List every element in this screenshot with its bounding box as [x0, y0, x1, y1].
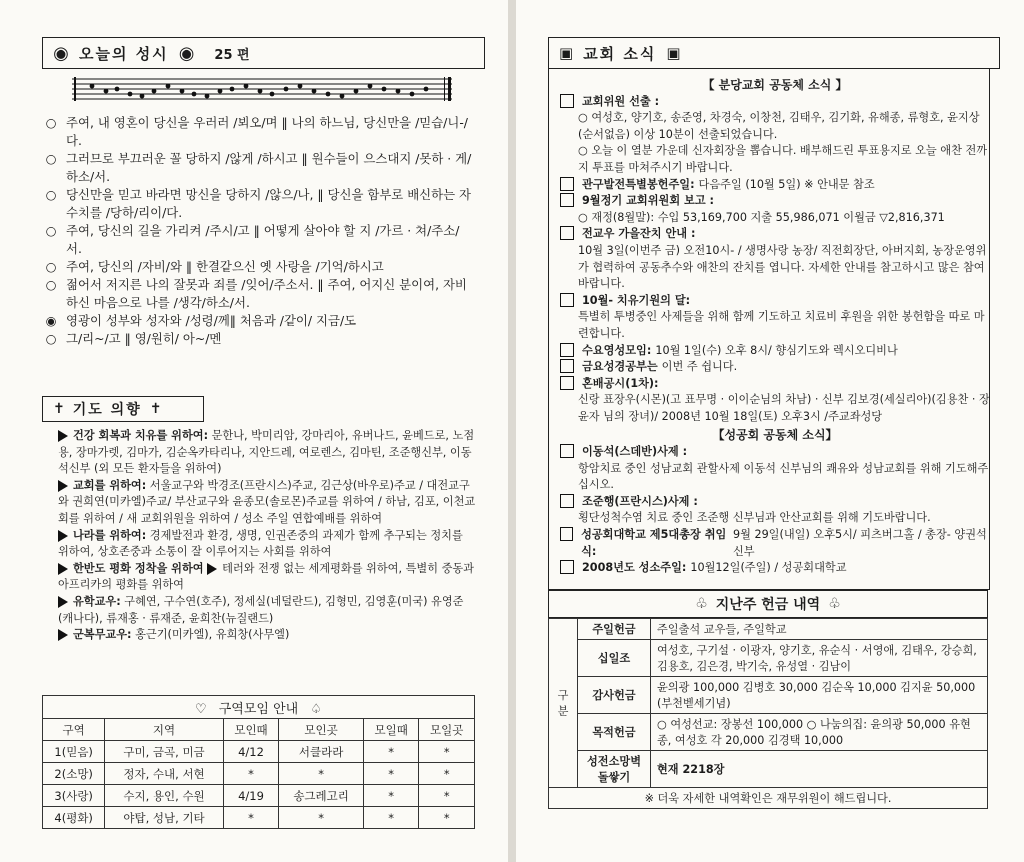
news-item	[560, 193, 990, 226]
cell: 4/19	[223, 785, 279, 807]
col-district: 구역	[43, 719, 105, 741]
bullet-icon: ○	[45, 151, 57, 166]
bullet-icon: ◉	[45, 313, 57, 328]
bullet-icon: ○	[45, 331, 57, 346]
bullet-icon: ○	[45, 187, 57, 202]
news-line: ○ 재정(8월말): 수입 53,169,700 지출 55,986,071 이월금 ▽2,816,371	[578, 210, 945, 224]
checkbox-icon	[560, 494, 574, 508]
cell: *	[279, 763, 364, 785]
prayer-item-text: 홍근기(미카엘), 유희창(사무엘)	[135, 628, 290, 642]
prayer-item-title: 나라를 위하여:	[73, 528, 147, 542]
section-title: 【성공회 공동체 소식】	[712, 428, 838, 443]
footer-note: ※ 더욱 자세한 내역확인은 재무위원이 해드립니다.	[549, 788, 988, 809]
cell: *	[419, 741, 475, 763]
col-meet-when: 모일때	[363, 719, 419, 741]
offering-label: 목적헌금	[578, 714, 651, 751]
table-row	[549, 751, 988, 788]
news-item-title: 교회위원 선출 :	[582, 94, 660, 108]
news-header	[548, 37, 1000, 69]
cell: 정자, 수내, 서현	[105, 763, 223, 785]
news-line: 다음주일 (10월 5일) ※ 안내문 참조	[698, 177, 875, 191]
cell: *	[279, 807, 364, 829]
news-item-title: 혼배공시(1차):	[582, 376, 659, 390]
psalm-text: 주여, 당신의 /자비/와 ‖ 한결같으신 옛 사랑을 /기억/하시고	[66, 259, 384, 274]
news-item-title: 성공회대학교 제5대총장 취임식:	[581, 528, 727, 558]
offering-side-label: 구분	[549, 619, 578, 788]
news-line: 이번 주 쉽니다.	[661, 360, 738, 374]
psalm-header	[42, 37, 485, 69]
spade-icon: ♤	[310, 701, 323, 717]
prayer-header	[42, 396, 204, 422]
triangle-icon	[58, 629, 68, 641]
cell: *	[419, 785, 475, 807]
checkbox-icon	[560, 560, 574, 574]
psalm-title: 오늘의 성시	[79, 44, 169, 63]
left-page	[0, 0, 508, 862]
prayer-item-title: 유학교우:	[73, 594, 121, 608]
news-left-icon: ▣	[559, 44, 574, 62]
col-met-when: 모인때	[223, 719, 279, 741]
triangle-icon	[58, 480, 68, 492]
offering-value: ○ 여성선교: 장봉선 100,000 ○ 나눔의집: 윤의광 50,000 유현종, 여성호 각 20,000 김경택 10,000	[651, 714, 988, 751]
checkbox-icon	[560, 343, 574, 357]
cell: *	[363, 807, 419, 829]
news-item	[560, 494, 990, 527]
cell: 송그레고리	[279, 785, 364, 807]
notes	[90, 84, 429, 99]
offering-section	[548, 590, 988, 809]
offering-label: 주일헌금	[578, 619, 651, 640]
right-page	[516, 0, 1024, 862]
table-row	[43, 741, 475, 763]
news-item	[560, 177, 990, 194]
table-row	[549, 619, 988, 640]
psalm-line	[44, 312, 474, 330]
prayer-item	[58, 594, 476, 627]
table-row	[43, 785, 475, 807]
meeting-table-wrap	[42, 695, 475, 829]
news-line: 횡단성척수염 치료 중인 조준행 신부님과 안산교회를 위해 기도바랍니다.	[578, 511, 931, 525]
news-content	[560, 75, 990, 577]
offering-value: 여성호, 구기설 · 이광자, 양기호, 유순식 · 서영애, 김태우, 강승희, 김용호, 김은경, 박기숙, 유성열 · 김남이	[651, 640, 988, 677]
cell: *	[363, 785, 419, 807]
triangle-icon	[207, 563, 217, 575]
cell: 수지, 용인, 수원	[105, 785, 223, 807]
prayer-item-text: 문한나, 박미리암, 강마리아, 유버나드, 윤베드로, 노점용, 장마가렛, 김마가, 김순옥카타리나, 지안드레, 여로렌스, 김마틴, 조준행신부, 이동석신부 (외 모든 환자들을 위하여)	[58, 429, 475, 476]
meeting-header	[43, 696, 475, 719]
col-region: 지역	[105, 719, 223, 741]
checkbox-icon	[560, 376, 574, 390]
psalm-text: 그/리~/고 ‖ 영/원히/ 아~/멘	[66, 331, 222, 346]
cell: *	[419, 763, 475, 785]
offering-label: 감사헌금	[578, 677, 651, 714]
table-row	[549, 788, 988, 809]
cell: 3(사랑)	[43, 785, 105, 807]
checkbox-icon	[560, 177, 574, 191]
offering-header	[548, 590, 988, 618]
psalm-text: 젊어서 저지른 나의 잘못과 죄를 /잊어/주소서. ‖ 주여, 어지신 분이여, 자비하신 마음으로 나를 /생각/하소/서.	[66, 277, 467, 310]
prayer-item	[58, 428, 476, 478]
news-item-title: 9월정기 교회위원회 보고 :	[582, 194, 715, 208]
news-item	[560, 527, 990, 560]
psalm-line	[44, 150, 474, 186]
prayer-item	[58, 528, 476, 561]
prayer-item-title: 건강 회복과 치유를 위하여:	[73, 429, 209, 442]
news-title: 교회 소식	[583, 44, 657, 63]
news-line: 신랑 표장우(시몬)(고 표무명 · 이이순님의 차남) · 신부 김보경(세실리아)(김용찬 · 장윤자 님의 장녀)/ 2008년 10월 18일(토) 오후3시 /주교좌성당	[578, 393, 990, 423]
cross-icon-left: ✝	[53, 401, 65, 417]
prayer-item-text: 경제발전과 환경, 생명, 인권존중의 과제가 함께 추구되는 정치를 위하여, 상호존중과 소통이 잘 이루어지는 사회를 위하여	[58, 528, 463, 559]
table-row	[549, 677, 988, 714]
psalm-text: 주여, 당신의 길을 가리켜 /주시/고 ‖ 어떻게 살아야 할 지 /가르 · 쳐/주소/서.	[66, 223, 460, 256]
cross-icon-right: ✝	[149, 401, 162, 417]
news-item-title: 조준행(프란시스)사제 :	[582, 494, 698, 508]
table-row	[43, 763, 475, 785]
prayer-item-text: 테러와 전쟁 없는 세계평화를 위하여, 특별히 중동과 아프리카의 평화를 위하여	[58, 561, 474, 592]
news-line: 9월 29일(내일) 오후5시/ 피츠버그홀 / 총장- 양권석 신부	[732, 528, 987, 558]
offering-value: 윤의광 100,000 김병호 30,000 김순옥 10,000 김지윤 50,000 (부천벧세기념)	[651, 677, 988, 714]
triangle-icon	[58, 530, 68, 542]
news-item-title: 2008년도 성소주일:	[582, 561, 687, 575]
bullet-icon: ○	[45, 223, 57, 238]
section-title: 【 분당교회 공동체 소식 】	[702, 78, 848, 92]
psalm-line	[44, 276, 474, 312]
psalm-line	[44, 186, 474, 222]
news-item	[560, 444, 990, 494]
checkbox-icon	[560, 94, 574, 108]
cell: 야탑, 성남, 기타	[105, 807, 223, 829]
triangle-icon	[58, 563, 68, 575]
news-line: ○ 오늘 이 열분 가운데 신자회장을 뽑습니다. 배부해드린 투표용지로 오늘 애찬 전까지 투표를 마쳐주시기 바랍니다.	[578, 144, 988, 174]
meeting-title: 구역모임 안내	[218, 701, 299, 717]
news-item	[560, 376, 990, 426]
table-row	[549, 714, 988, 751]
prayer-item	[58, 478, 476, 528]
cell: 2(소망)	[43, 763, 105, 785]
prayer-title: 기도 의향	[72, 402, 142, 418]
news-line: 10월 1일(수) 오후 8시/ 향심기도와 렉시오디비나	[655, 343, 898, 357]
cell: *	[223, 763, 279, 785]
cell: 4/12	[223, 741, 279, 763]
checkbox-icon	[560, 293, 574, 307]
news-item	[560, 359, 990, 376]
offering-value: 주일출석 교우들, 주일학교	[651, 619, 988, 640]
col-met-where: 모인곳	[279, 719, 364, 741]
cell: *	[223, 807, 279, 829]
club-icon-left: ♧	[695, 596, 708, 612]
news-line: 특별히 투병중인 사제들을 위해 함께 기도하고 치료비 후원을 위한 봉헌함을 따로 마련합니다.	[578, 310, 985, 340]
cell: 1(믿음)	[43, 741, 105, 763]
psalm-text: 그러므로 부끄러운 꼴 당하지 /않게 /하시고 ‖ 원수들이 으스대지 /못하 · 게/하소/서.	[66, 151, 472, 184]
cell: 서클라라	[279, 741, 364, 763]
psalm-line	[44, 114, 474, 150]
news-item-title: 전교우 가을잔치 안내 :	[582, 227, 696, 241]
news-item-title: 관구발전특별봉헌주일:	[582, 177, 695, 191]
prayer-item-text: 구혜연, 구수연(호주), 정세실(네덜란드), 김형민, 김영훈(미국) 유영준(캐나다), 류재홍 · 류재준, 윤희찬(뉴질랜드)	[58, 594, 464, 625]
offering-table	[548, 618, 988, 809]
news-item	[560, 94, 990, 177]
table-row	[549, 640, 988, 677]
prayer-item	[58, 627, 476, 644]
news-right-icon: ▣	[666, 44, 681, 62]
news-item-title: 이동석(스데반)사제 :	[582, 445, 688, 459]
cell: 구미, 금곡, 미금	[105, 741, 223, 763]
psalm-text: 주여, 내 영혼이 당신을 우러러 /뵈오/며 ‖ 나의 하느님, 당신만을 /믿습/니-/다.	[66, 115, 468, 148]
prayer-item-title: 한반도 평화 정착을 위하여	[73, 561, 204, 575]
psalm-left-icon: ◉	[53, 42, 69, 64]
offering-value: 현재 2218장	[651, 751, 988, 788]
offering-label: 십일조	[578, 640, 651, 677]
news-item	[560, 226, 990, 292]
psalm-line	[44, 222, 474, 258]
checkbox-icon	[560, 444, 574, 458]
news-item-title: 금요성경공부는	[582, 360, 658, 374]
news-line: 10월 3일(이번주 금) 오전10시- / 생명사랑 농장/ 직전회장단, 아버지회, 농장운영위가 협력하여 공동추수와 애찬의 잔치를 엽니다. 자세한 안내를 참고하시고 많은 참여 바랍니다.	[578, 243, 987, 291]
offering-title: 지난주 헌금 내역	[715, 597, 821, 613]
checkbox-icon	[560, 359, 574, 373]
club-icon-right: ♧	[828, 596, 841, 612]
checkbox-icon	[560, 226, 574, 240]
cell: *	[419, 807, 475, 829]
prayer-item-title: 군복무교우:	[73, 628, 132, 642]
news-item-title: 10월- 치유기원의 달:	[582, 293, 691, 307]
psalm-right-icon: ◉	[178, 42, 195, 64]
cell: *	[363, 741, 419, 763]
offering-label: 성전소망벽돌쌓기	[578, 751, 651, 788]
table-row	[43, 807, 475, 829]
col-meet-where: 모일곳	[419, 719, 475, 741]
psalm-number: 25 편	[214, 47, 250, 63]
music-staff-image	[72, 73, 452, 107]
news-item	[560, 560, 990, 577]
news-line: 항암치료 중인 성남교회 관할사제 이동석 신부님의 쾌유와 성남교회를 위해 기도해주십시오.	[578, 461, 989, 492]
heart-icon: ♡	[194, 701, 207, 717]
news-item-title: 수요영성모임:	[582, 343, 652, 357]
cell: *	[363, 763, 419, 785]
news-item	[560, 343, 990, 360]
prayer-item-text: 서울교구와 박경조(프란시스)주교, 김근상(바우로)주교 / 대전교구와 권희연(미카엘)주교/ 부산교구와 윤종모(솔로몬)주교를 위하여 / 하남, 김포, 이천교회를 위하여 / 새 교회위원을 위하여 / 성소 주일 연합예배를 위하여	[58, 478, 476, 525]
psalm-text: 당신만을 믿고 바라면 망신을 당하지 /않으/나, ‖ 당신을 함부로 배신하는 자 수치를 /당하/리이/다.	[66, 187, 471, 220]
news-line: 10월12일(주일) / 성공회대학교	[690, 561, 847, 575]
prayer-item-title: 교회를 위하여:	[73, 478, 147, 492]
cell: 4(평화)	[43, 807, 105, 829]
bullet-icon: ○	[45, 259, 57, 274]
psalm-line	[44, 330, 474, 348]
psalm-line	[44, 258, 474, 276]
triangle-icon	[58, 430, 68, 442]
prayer-intentions	[58, 428, 476, 644]
news-item	[560, 293, 990, 343]
psalm-text: 영광이 성부와 성자와 /성령/께‖ 처음과 /같이/ 지금/도	[66, 313, 357, 328]
checkbox-icon	[560, 193, 574, 207]
checkbox-icon	[560, 527, 573, 541]
bullet-icon: ○	[45, 277, 57, 292]
news-line: ○ 여성호, 양기호, 송준영, 차경숙, 이창천, 김태우, 김기화, 유해종, 류형호, 윤지상(순서없음) 이상 10분이 선출되었습니다.	[578, 111, 980, 141]
prayer-item	[58, 561, 476, 594]
page-gutter	[508, 0, 516, 862]
psalm-lines	[44, 114, 474, 348]
bullet-icon: ○	[45, 115, 57, 130]
triangle-icon	[58, 596, 68, 608]
